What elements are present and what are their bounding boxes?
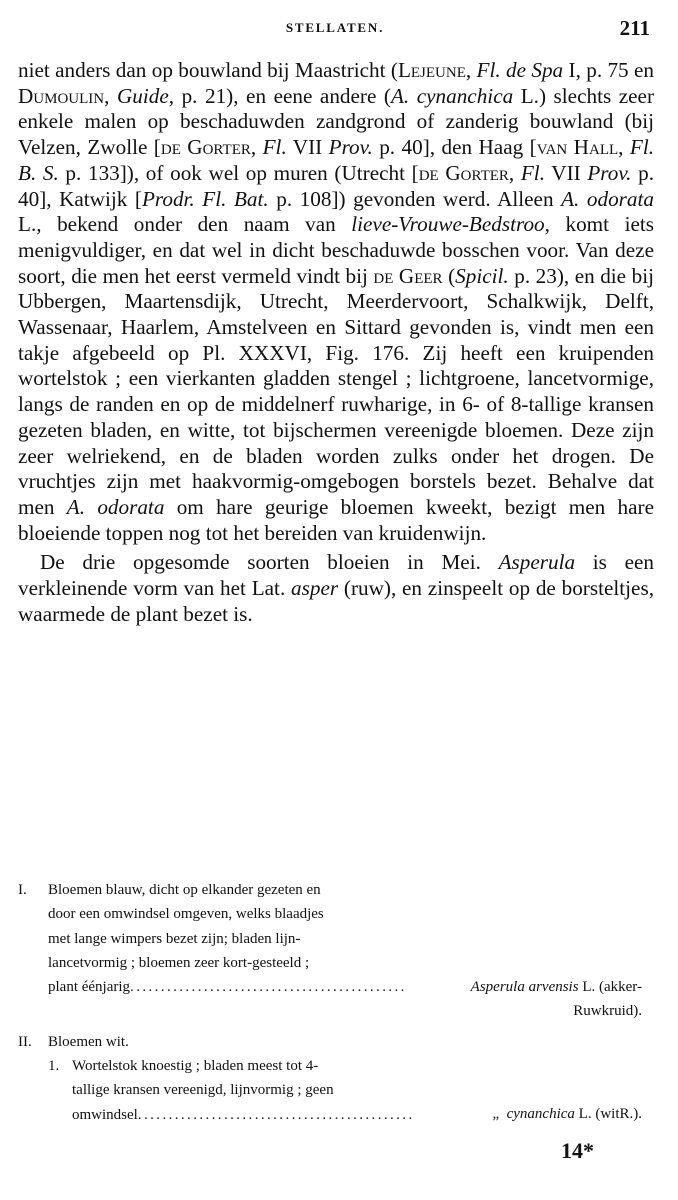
author-name: de Gorter	[160, 135, 251, 160]
citation-title: Guide	[116, 83, 169, 108]
species-authority: L. (akker-	[578, 979, 642, 995]
key-entry-number: I.	[18, 882, 27, 898]
author-name: Dumoulin	[18, 83, 105, 108]
species-name: cynanchica	[506, 1106, 575, 1123]
body-text	[18, 58, 654, 627]
key-species-name	[471, 975, 642, 999]
key-entry-1	[18, 878, 654, 1024]
genus-name: Asperula	[498, 550, 576, 575]
text-run: VII	[545, 160, 588, 185]
text-run: p. 108]) gevonden werd. Alleen	[268, 186, 562, 211]
citation-title: Fl.	[262, 135, 287, 160]
vernacular-name: lieve-Vrouwe-Bedstroo	[351, 212, 545, 237]
latin-word: asper	[291, 576, 339, 601]
key-species-continuation: Ruwkruid).	[573, 1003, 642, 1020]
text-run: (	[442, 263, 456, 288]
key-subentry-number: 1.	[48, 1058, 60, 1075]
text-run: VII	[286, 135, 329, 160]
text-run: niet anders dan op bouwland bij Maastricht (	[18, 58, 398, 82]
key-line: Bloemen wit.	[48, 1033, 129, 1050]
text-run: ,	[618, 135, 630, 160]
species-name: Asperula arvensis	[470, 979, 579, 995]
page-number: 211	[619, 16, 650, 40]
citation-title: Fl. de Spa	[476, 58, 564, 82]
text-run: p. 23), en die bij Ubbergen, Maartensdijk, Utrecht, Meerdervoort, Schalkwijk, Delft, Wassenaar, Haarlem, Amstelveen en Sittard gevonden is, vindt men een takje afgebeeld op Pl. XXXVI, Fig. 176. Zij heeft een kruipenden wortelstok ; een vierkanten gladden stengel ; lichtgroene, lancetvormige, langs de randen en op de middelnerf ruwharige, in 6- of 8-tallige kransen gezeten bladen, en witte, tot bijschermen vereenigde bloemen. Deze zijn zeer welriekend, en de bladen worden zulks onder het drogen. De vruchtjes zijn met haakvormig-omgebogen borstels bezet. Behalve dat men	[18, 263, 654, 519]
author-name: Lejeune	[397, 58, 466, 82]
text-run: p. 133]), of ook wel op muren (Utrecht [	[58, 160, 419, 185]
author-name: de Geer	[373, 263, 443, 288]
text-run: p. 40], Katwijk [	[18, 160, 654, 211]
dot-leader: .............................................	[137, 1106, 415, 1123]
text-run: om hare geurige bloemen kweekt, bezigt men hare bloeiende toppen nog tot het bereiden van kruidenwijn.	[18, 494, 654, 545]
text-run: ,	[250, 135, 263, 160]
key-line: omwindsel	[72, 1106, 138, 1123]
ditto-mark: „	[492, 1106, 500, 1123]
key-line: plant éénjarig	[48, 979, 131, 996]
text-run: ,	[104, 83, 117, 108]
text-run: p. 40], den Haag [	[372, 135, 537, 160]
key-species-name	[492, 1102, 642, 1126]
key-line: Bloemen blauw, dicht op elkander gezeten en	[48, 882, 321, 898]
paragraph-2	[18, 550, 654, 627]
key-leader-line	[72, 1103, 420, 1127]
key-entry-number: II.	[18, 1033, 32, 1050]
key-line: met lange wimpers bezet zijn; bladen lijn-	[48, 930, 301, 947]
paragraph-1	[18, 58, 654, 546]
key-entry-text	[48, 1030, 420, 1054]
text-run: ,	[465, 58, 477, 82]
key-subentry-1	[18, 1054, 654, 1127]
text-run: ,	[508, 160, 521, 185]
citation-title: Prov.	[328, 135, 373, 160]
signature-mark: 14*	[561, 1138, 594, 1163]
key-entry-2	[18, 1030, 654, 1127]
key-entry-text	[48, 878, 420, 999]
species-name: A. cynanchica	[390, 83, 514, 108]
species-name: A. odorata	[561, 186, 654, 211]
running-head	[20, 16, 650, 42]
text-run: L., bekend onder den naam van	[18, 212, 352, 237]
key-line: tallige kransen vereenigd, lijnvormig ; geen	[72, 1082, 334, 1099]
text-run: is een verkleinende vorm van het Lat.	[18, 550, 654, 601]
citation-title: Spicil.	[455, 263, 509, 288]
identification-key	[18, 878, 654, 1127]
text-run: L.) slechts zeer enkele malen op beschaduwden zandgrond of zanderig bouwland (bij Velzen, Zwolle [	[18, 83, 655, 160]
key-leader-line	[48, 975, 420, 999]
key-subentry-text	[72, 1054, 420, 1127]
author-name: de Gorter	[418, 160, 509, 185]
author-name: van Hall	[536, 135, 619, 160]
text-run: I, p. 75 en	[563, 58, 655, 82]
citation-title: Prodr. Fl. Bat.	[141, 186, 269, 211]
text-run: (ruw), en zinspeelt op de borsteltjes, waarmede de plant bezet is.	[18, 576, 654, 626]
species-name: A. odorata	[66, 494, 165, 519]
key-line: door een omwindsel omgeven, welks blaadjes	[48, 906, 324, 923]
citation-title: Prov.	[587, 160, 632, 185]
text-run: , komt iets menigvuldiger, en dat wel in dicht beschaduwde bosschen voor. Van deze soort, die men het eerst vermeld vindt bij	[18, 212, 654, 288]
species-authority: L. (witR.).	[574, 1106, 642, 1123]
citation-title: Fl. B. S.	[18, 135, 655, 185]
dot-leader: .............................................	[130, 979, 407, 996]
citation-title: Fl.	[520, 160, 545, 185]
key-line: Wortelstok knoestig ; bladen meest tot 4-	[72, 1058, 319, 1075]
text-run: , p. 21), en eene andere (	[168, 83, 391, 108]
key-line: lancetvormig ; bloemen zeer kort-gesteeld ;	[48, 954, 310, 971]
running-head-title: STELLATEN.	[285, 20, 385, 35]
text-run: De drie opgesomde soorten bloeien in Mei.	[40, 550, 499, 575]
